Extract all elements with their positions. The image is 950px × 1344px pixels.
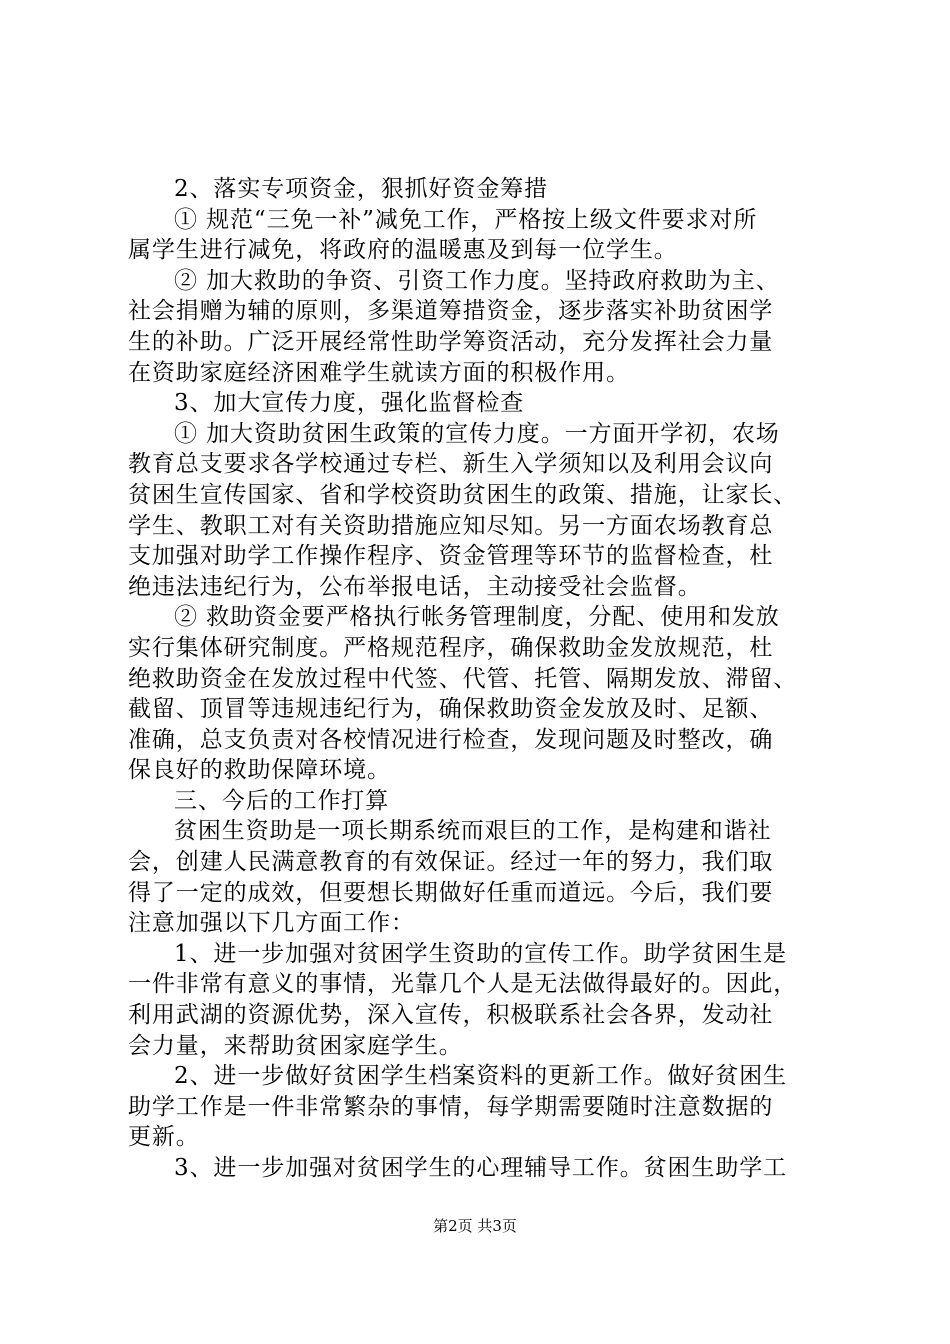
text-line: 生的补助。广泛开展经常性助学筹资活动，充分发挥社会力量 [128,328,774,355]
text-line: 得了一定的成效，但要想长期做好任重而道远。今后，我们要 [128,879,774,906]
text-line: 在资助家庭经济困难学生就读方面的积极作用。 [128,359,630,386]
text-line: 教育总支要求各学校通过专栏、新生入学须知以及利用会议向 [128,451,774,478]
page-footer: 第2页 共3页 [433,1217,517,1235]
text-line: ① 规范“三免一补”减免工作，严格按上级文件要求对所 [174,206,758,233]
text-line: 注意加强以下几方面工作： [128,910,415,937]
text-line: 2、进一步做好贫困学生档案资料的更新工作。做好贫困生 [174,1063,788,1090]
text-line: 截留、顶冒等违规违纪行为，确保救助资金发放及时、足额、 [128,696,774,723]
text-line: 贫困生宣传国家、省和学校资助贫困生的政策、措施，让家长、 [128,481,798,508]
text-line: 学生、教职工对有关资助措施应知尽知。另一方面农场教育总 [128,512,774,539]
text-line: ② 救助资金要严格执行帐务管理制度，分配、使用和发放 [174,604,780,631]
text-line: 会，创建人民满意教育的有效保证。经过一年的努力，我们取 [128,849,774,876]
text-line: 支加强对助学工作操作程序、资金管理等环节的监督检查，杜 [128,543,774,570]
text-line: 绝救助资金在发放过程中代签、代管、托管、隔期发放、滞留、 [128,665,798,692]
text-line: 3、进一步加强对贫困学生的心理辅导工作。贫困生助学工 [174,1155,788,1181]
text-line: 绝违法违纪行为，公布举报电话，主动接受社会监督。 [128,573,702,600]
text-line: 属学生进行减免，将政府的温暖惠及到每一位学生。 [128,237,678,264]
text-line: 更新。 [128,1124,200,1151]
text-line: 贫困生资助是一项长期系统而艰巨的工作，是构建和谐社 [174,818,772,845]
text-line: 3、加大宣传力度，强化监督检查 [174,390,525,417]
text-line: 准确，总支负责对各校情况进行检查，发现问题及时整改，确 [128,726,774,753]
text-line: 1、进一步加强对贫困学生资助的宣传工作。助学贫困生是 [174,940,788,967]
text-line: 实行集体研究制度。严格规范程序，确保救助金发放规范，杜 [128,634,774,661]
text-line: 利用武湖的资源优势，深入宣传，积极联系社会各界，发动社 [128,1002,774,1029]
document-body [128,174,848,1184]
text-line: ② 加大救助的争资、引资工作力度。坚持政府救助为主、 [174,267,780,294]
text-line: 助学工作是一件非常繁杂的事情，每学期需要随时注意数据的 [128,1093,774,1120]
text-line: 三、今后的工作打算 [174,787,390,814]
text-line: 2、落实专项资金，狠抓好资金筹措 [174,176,549,202]
text-line: ① 加大资助贫困生政策的宣传力度。一方面开学初，农场 [174,420,780,447]
text-line: 会力量，来帮助贫困家庭学生。 [128,1032,463,1059]
text-line: 一件非常有意义的事情，光靠几个人是无法做得最好的。因此， [128,971,798,998]
text-line: 保良好的救助保障环境。 [128,757,391,784]
text-line: 社会捐赠为辅的原则，多渠道筹措资金，逐步落实补助贫困学 [128,298,774,325]
